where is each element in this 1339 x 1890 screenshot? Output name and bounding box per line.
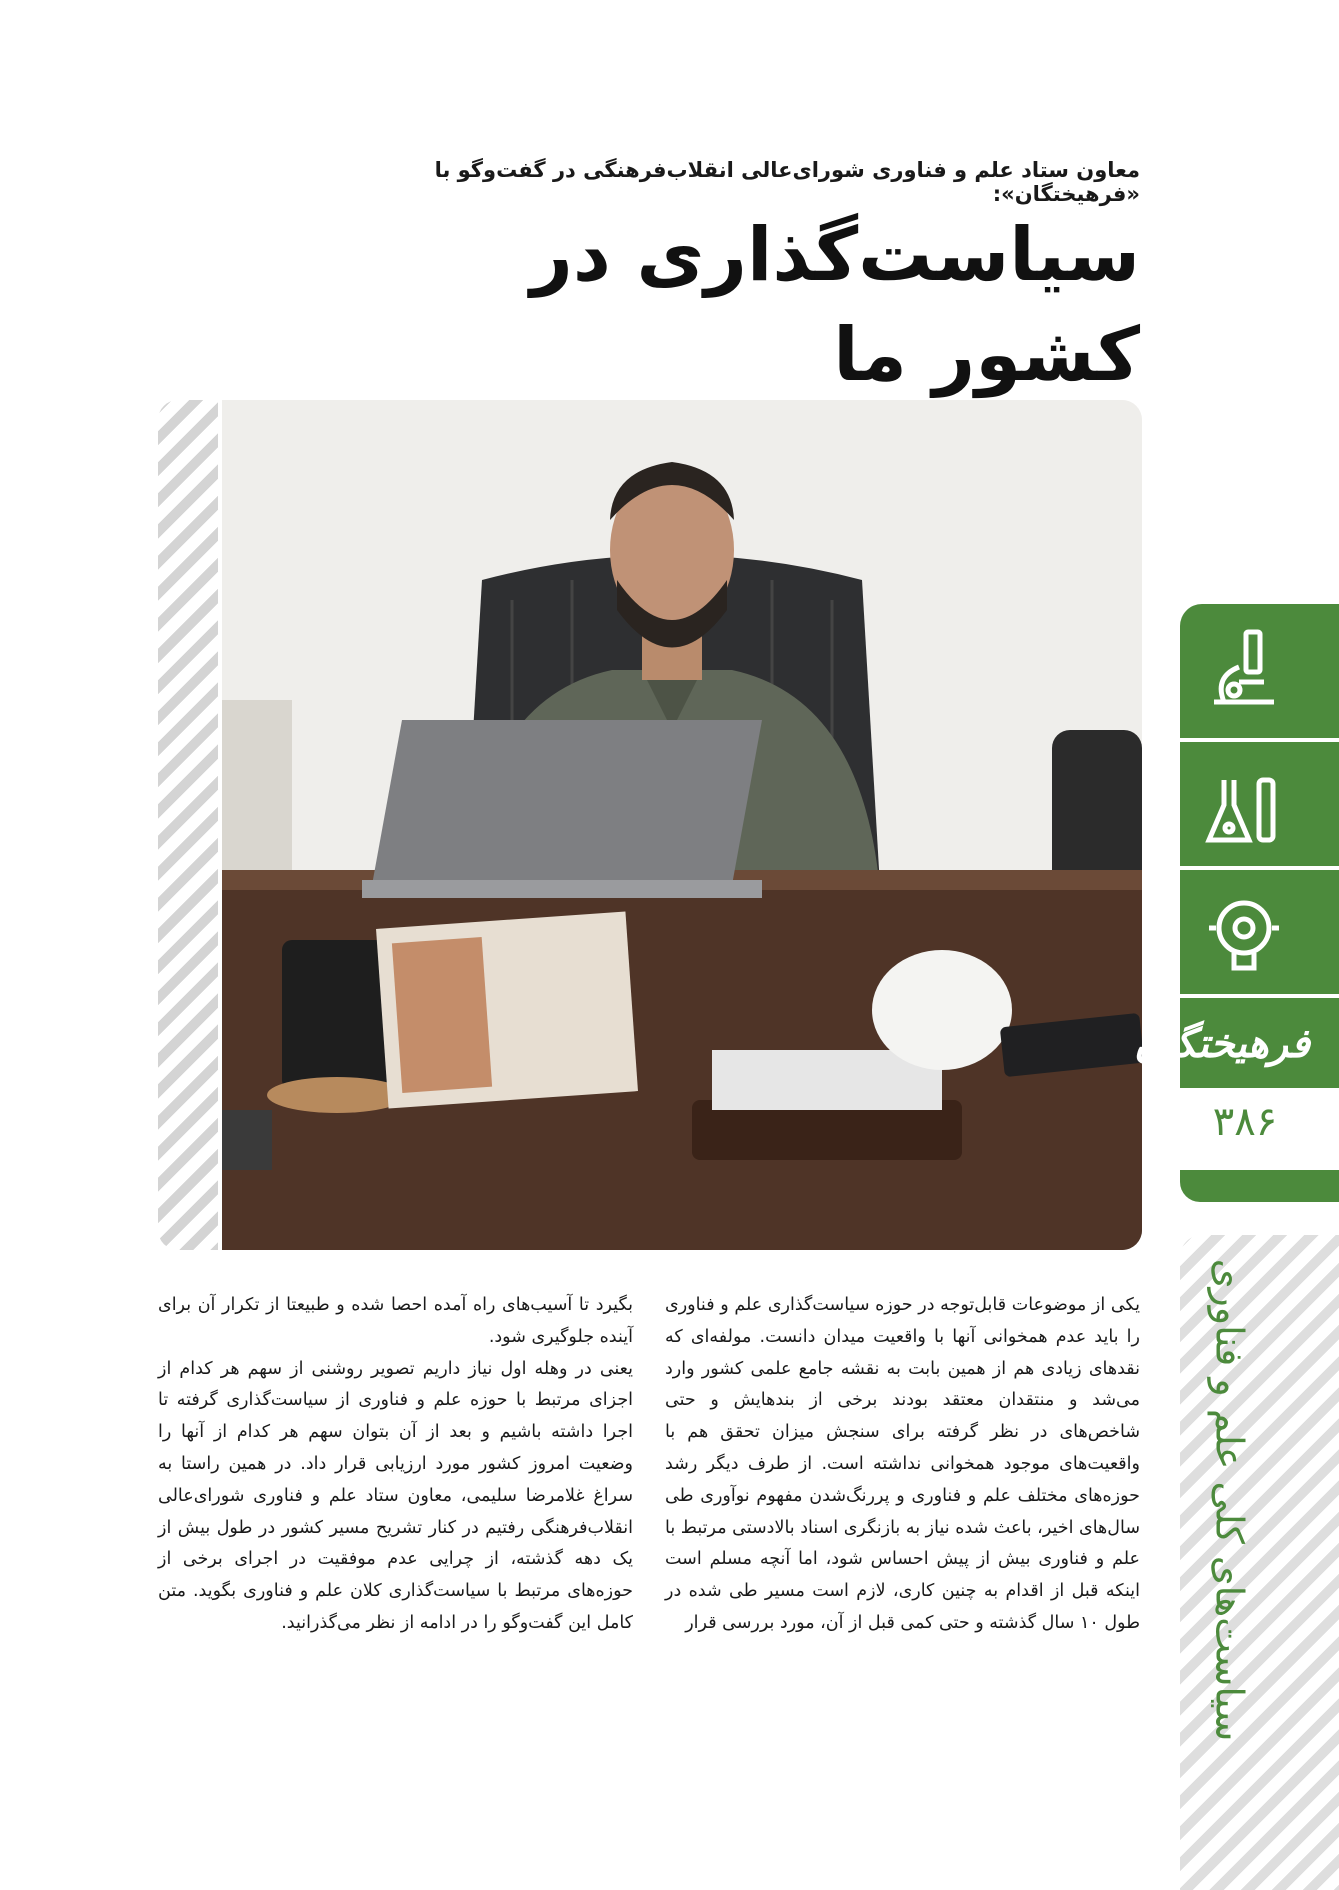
section-label [1205, 1258, 1253, 1742]
decorative-stripe-panel-right [1180, 1235, 1339, 1890]
microscope-icon [1194, 622, 1294, 722]
tab-icon-block-2 [1180, 742, 1339, 866]
interview-photo [222, 400, 1142, 1250]
page-number: ۳۸۶ [1212, 1099, 1278, 1145]
section-side-tab [1134, 604, 1339, 1202]
publication-logo: فرهیختگان [1134, 1020, 1310, 1067]
article-kicker: معاون ستاد علم و فناوری شورای‌عالی انقلاب‌فرهنگی در گفت‌وگو با «فرهیختگان»: [434, 158, 1140, 206]
body-paragraph: یکی از موضوعات قابل‌توجه در حوزه سیاست‌گذاری علم و فناوری را باید عدم همخوانی آنها با واقعیت میدان دانست. مولفه‌ای که نقدهای زیادی هم از همین بابت به نقشه جامع علمی کشور وارد می‌شد و منتقدان معتقد بودند برخی از بندهایش و حتی شاخص‌های در نظر گرفته برای سنجش میزان تحقق هم با واقعیت‌های موجود همخوانی نداشته است. از طرف دیگر رشد حوزه‌های مختلف علم و فناوری و پررنگ‌شدن مفهوم نوآوری طی سال‌های اخیر، باعث شده نیاز به بازنگری اسناد بالادستی مرتبط با علم و فناوری بیش از پیش احساس شود، اما آنچه مسلم است اینکه قبل از اقدام به چنین کاری، لازم است مسیر طی شده در طول ۱۰ سال گذشته و حتی کمی قبل از آن، مورد بررسی قرار [665, 1295, 1140, 1633]
section-label-text: سیاست‌های کلی علم و فناوری [1207, 1258, 1252, 1742]
body-paragraph: یعنی در وهله اول نیاز داریم تصویر روشنی از سهم هر کدام از اجزای مرتبط با حوزه علم و فناوری از سیاست‌گذاری گرفته تا اجرا داشته باشیم و بعد از آن بتوان سهم هر کدام از آنها را وضعیت امروز کشور مورد ارزیابی قرار داد. در همین راستا به سراغ غلامرضا سلیمی، معاون ستاد علم و فناوری شورای‌عالی انقلاب‌فرهنگی رفتیم در کنار تشریح مسیر کشور در طول بیش از یک دهه گذشته، از چرایی عدم موفقیت در اجرای برخی از حوزه‌های مرتبط با سیاست‌گذاری کلان علم و فناوری بگوید. متن کامل این گفت‌وگو را در ادامه از نظر می‌گذرانید. [158, 1358, 633, 1633]
body-paragraph: بگیرد تا آسیب‌های راه آمده احصا شده و طبیعتا از تکرار آن برای آینده جلوگیری شود. [158, 1295, 633, 1347]
tab-bottom-bar [1180, 1170, 1339, 1202]
publication-logo-block [1134, 998, 1339, 1088]
body-column-right [665, 1290, 1140, 1640]
idea-bulb-icon [1194, 888, 1294, 988]
decorative-stripe-panel [158, 400, 218, 1250]
tab-icon-block-1 [1180, 604, 1339, 738]
body-column-left [158, 1290, 633, 1640]
tab-icon-block-3 [1180, 870, 1339, 994]
headline-line-1: سیاست‌گذاری در کشور ما [530, 212, 1140, 398]
lab-flask-icon [1194, 760, 1294, 860]
